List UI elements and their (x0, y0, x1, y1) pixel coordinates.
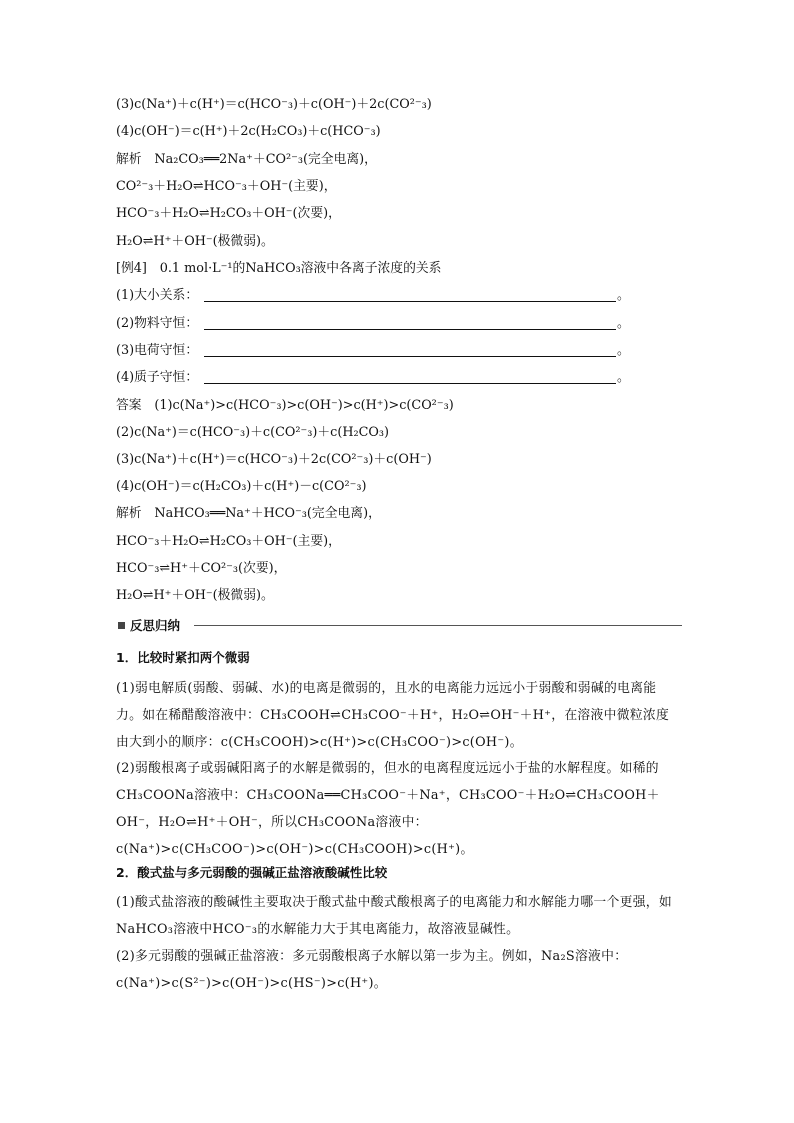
square-bullet-icon (118, 622, 125, 629)
answer-line: 答案 (1)c(Na⁺)>c(HCO⁻₃)>c(OH⁻)>c(H⁺)>c(CO²⁻₃) (116, 398, 454, 413)
section-title: 反思归纳 (130, 618, 181, 633)
answer-blank[interactable] (204, 356, 616, 357)
answer-blank[interactable] (204, 301, 616, 302)
equation-line: HCO⁻₃＋H₂O⇌H₂CO₃＋OH⁻(主要)， (116, 534, 341, 549)
point-paragraph: (2)弱酸根离子或弱碱阳离子的水解是微弱的，但水的电离程度远远小于盐的水解程度。如稀的CH₃COONa溶液中：CH₃COONa══CH₃COO⁻＋Na⁺，CH₃COO⁻＋H₂O⇌CH₃COOH＋OH⁻，H₂O⇌H⁺＋OH⁻，所以CH₃COONa溶液中：c(Na⁺)>c(CH₃COO⁻)>c(OH⁻)>c(CH₃COOH)>c(H⁺)。 (116, 761, 660, 857)
answer-line: (4)c(OH⁻)＝c(H₂CO₃)＋c(H⁺)－c(CO²⁻₃) (116, 479, 367, 494)
analysis-line: 解析 Na₂CO₃══2Na⁺＋CO²⁻₃(完全电离)， (116, 152, 377, 167)
point-heading: 2．酸式盐与多元弱酸的强碱正盐溶液酸碱性比较 (116, 865, 388, 880)
question-label: (4)质子守恒： (116, 370, 199, 385)
answer-line: (2)c(Na⁺)＝c(HCO⁻₃)＋c(CO²⁻₃)＋c(H₂CO₃) (116, 425, 390, 440)
answer-blank[interactable] (204, 329, 616, 330)
blank-end: 。 (617, 316, 630, 331)
point-paragraph: (1)酸式盐溶液的酸碱性主要取决于酸式盐中酸式酸根离子的电离能力和水解能力哪一个更强，如NaHCO₃溶液中HCO⁻₃的水解能力大于其电离能力，故溶液显碱性。 (116, 895, 672, 937)
analysis-line: 解析 NaHCO₃══Na⁺＋HCO⁻₃(完全电离)， (116, 506, 381, 521)
equation-line: HCO⁻₃＋H₂O⇌H₂CO₃＋OH⁻(次要)， (116, 206, 341, 221)
equation-line: CO²⁻₃＋H₂O⇌HCO⁻₃＋OH⁻(主要)， (116, 179, 337, 194)
question-label: (2)物料守恒： (116, 316, 199, 331)
answer-blank[interactable] (204, 383, 616, 384)
equation-line: (3)c(Na⁺)＋c(H⁺)＝c(HCO⁻₃)＋c(OH⁻)＋2c(CO²⁻₃) (116, 97, 432, 112)
blank-end: 。 (617, 288, 630, 303)
question-label: (3)电荷守恒： (116, 343, 199, 358)
section-header (116, 617, 682, 635)
question-label: (1)大小关系： (116, 288, 199, 303)
equation-line: H₂O⇌H⁺＋OH⁻(极微弱)。 (116, 588, 274, 603)
answer-line: (3)c(Na⁺)＋c(H⁺)＝c(HCO⁻₃)＋2c(CO²⁻₃)＋c(OH⁻) (116, 452, 432, 467)
blank-end: 。 (617, 343, 630, 358)
section-divider (194, 625, 682, 626)
blank-end: 。 (617, 370, 630, 385)
equation-line: HCO⁻₃⇌H⁺＋CO²⁻₃(次要)， (116, 561, 287, 576)
point-heading: 1．比较时紧扣两个微弱 (116, 650, 250, 665)
point-paragraph: (2)多元弱酸的强碱正盐溶液：多元弱酸根离子水解以第一步为主。例如，Na₂S溶液中：c(Na⁺)>c(S²⁻)>c(OH⁻)>c(HS⁻)>c(H⁺)。 (116, 949, 628, 991)
equation-line: (4)c(OH⁻)＝c(H⁺)＋2c(H₂CO₃)＋c(HCO⁻₃) (116, 124, 381, 139)
equation-line: H₂O⇌H⁺＋OH⁻(极微弱)。 (116, 234, 274, 249)
point-paragraph: (1)弱电解质(弱酸、弱碱、水)的电离是微弱的，且水的电离能力远远小于弱酸和弱碱的电离能力。如在稀醋酸溶液中：CH₃COOH⇌CH₃COO⁻＋H⁺，H₂O⇌OH⁻＋H⁺，在溶液中微粒浓度由大到小的顺序：c(CH₃COOH)>c(H⁺)>c(CH₃COO⁻)>c(OH⁻)。 (116, 681, 670, 750)
example-heading: [例4] 0.1 mol·L⁻¹的NaHCO₃溶液中各离子浓度的关系 (116, 261, 442, 276)
